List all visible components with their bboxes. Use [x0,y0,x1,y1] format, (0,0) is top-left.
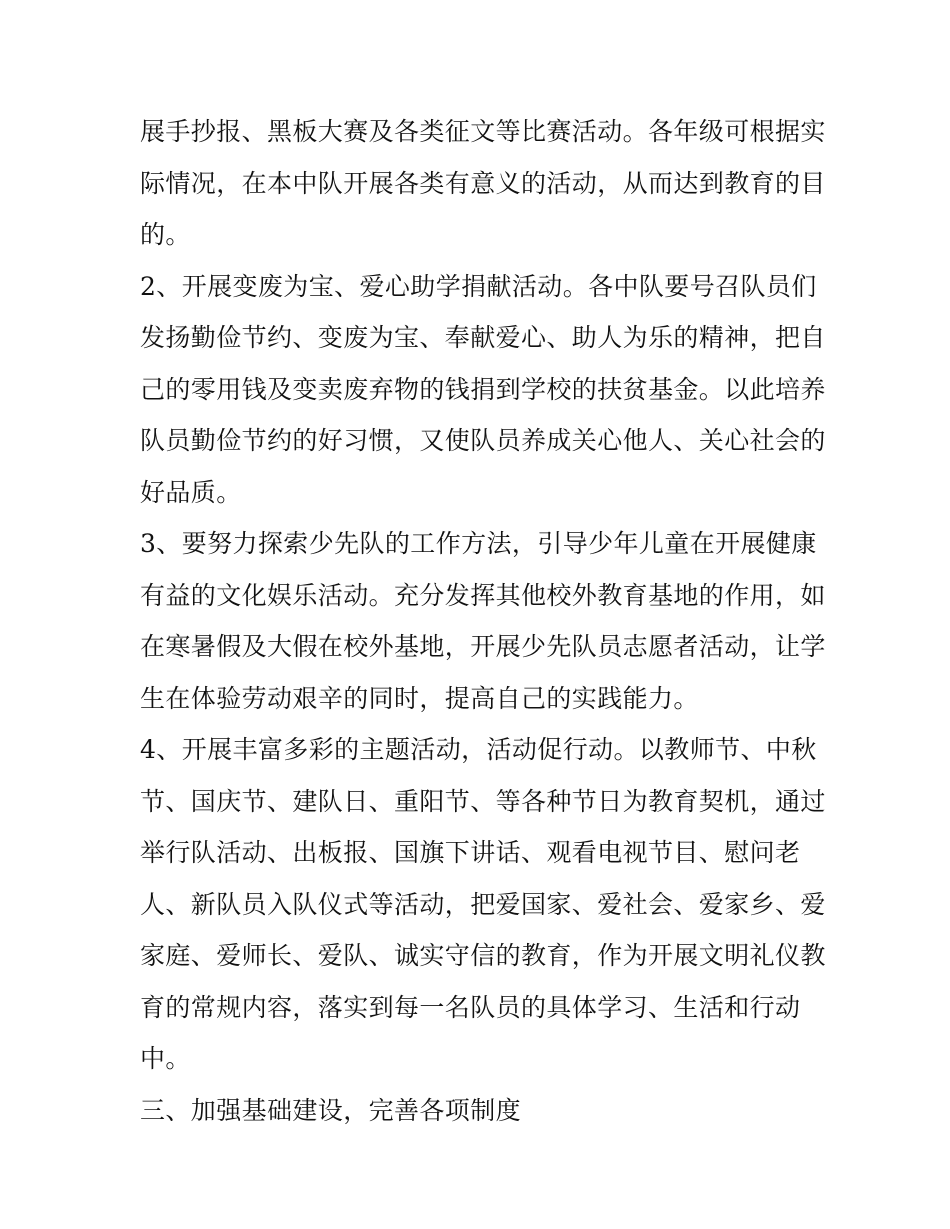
text-line: 好品质。 [140,477,242,507]
text-line: 际情况，在本中队开展各类有意义的活动，从而达到教育的目 [140,168,826,198]
text-line: 己的零用钱及变卖废弃物的钱捐到学校的扶贫基金。以此培养 [140,374,826,404]
text-line: 节、国庆节、建队日、重阳节、等各种节日为教育契机，通过 [140,786,826,816]
text-line: 有益的文化娱乐活动。充分发挥其他校外教育基地的作用，如 [140,580,826,610]
text-line: 的。 [140,220,191,249]
text-line: 生在体验劳动艰辛的同时，提高自己的实践能力。 [140,683,699,713]
text-line: 3、要努力探索少先队的工作方法，引导少年儿童在开展健康 [140,529,817,558]
text-line: 举行队活动、出板报、国旗下讲话、观看电视节目、慰问老 [140,838,801,867]
section-heading: 三、加强基础建设，完善各项制度 [140,1095,522,1125]
text-line: 2、开展变废为宝、爱心助学捐献活动。各中队要号召队员们 [140,271,817,301]
text-line: 育的常规内容，落实到每一名队员的具体学习、生活和行动 [140,992,801,1022]
text-line: 队员勤俭节约的好习惯，又使队员养成关心他人、关心社会的 [140,426,826,455]
text-line: 发扬勤俭节约、变废为宝、奉献爱心、助人为乐的精神，把自 [140,323,826,352]
text-line: 家庭、爱师长、爱队、诚实守信的教育，作为开展文明礼仪教 [140,941,826,970]
text-line: 在寒暑假及大假在校外基地，开展少先队员志愿者活动，让学 [140,632,826,661]
text-line: 展手抄报、黑板大赛及各类征文等比赛活动。各年级可根据实 [140,117,826,146]
text-line: 人、新队员入队仪式等活动，把爱国家、爱社会、爱家乡、爱 [140,889,826,919]
text-line: 4、开展丰富多彩的主题活动，活动促行动。以教师节、中秋 [140,735,817,764]
text-line: 中。 [140,1044,191,1073]
document-body [140,106,826,1136]
